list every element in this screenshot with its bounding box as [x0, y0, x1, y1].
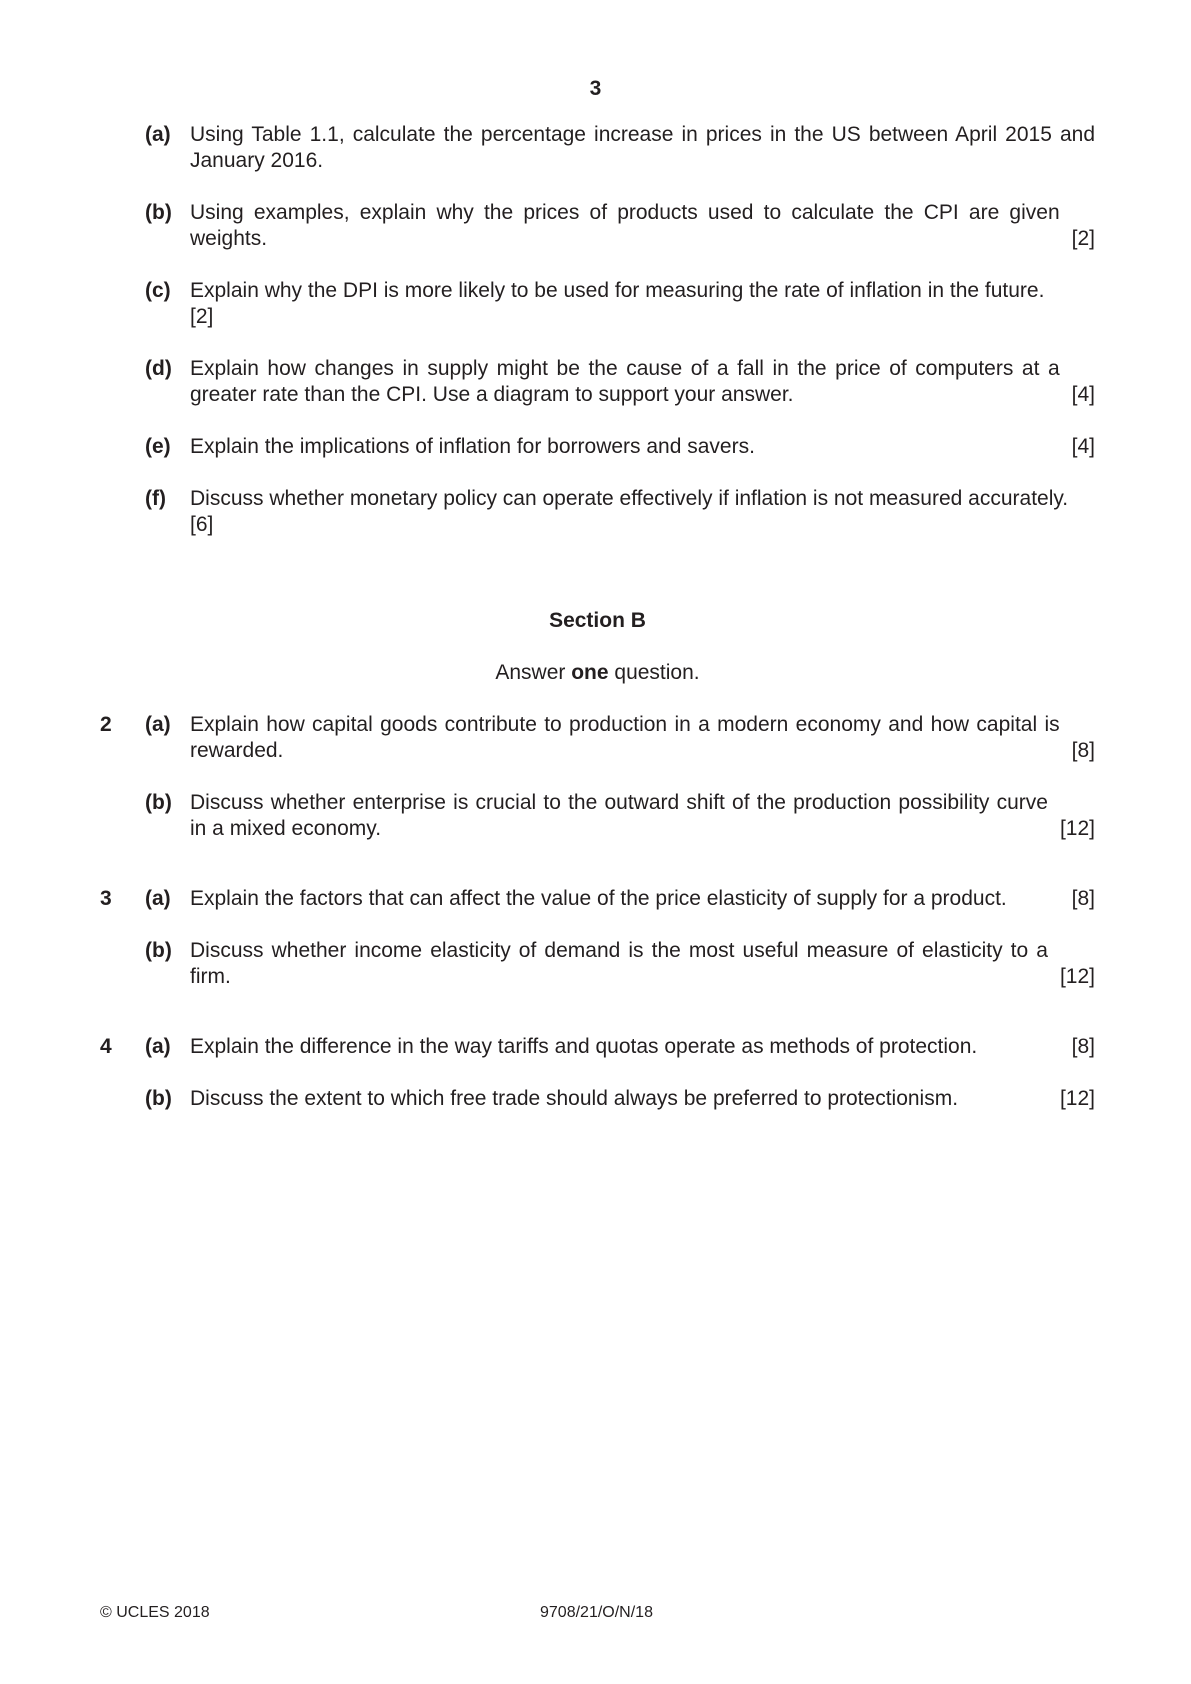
part-text: Explain why the DPI is more likely to be used for measuring the rate of inflation in the future. [2]: [190, 278, 1095, 330]
part-text: [8] Explain how capital goods contribute to production in a modern economy and how capital is rewarded.: [190, 713, 1095, 762]
part-label: (d): [145, 357, 172, 380]
mark: [2]: [1071, 227, 1095, 250]
part-text: [4] Explain the implications of inflation for borrowers and savers.: [190, 435, 1095, 458]
part-label: (b): [145, 201, 172, 224]
section-instruction: Answer one question.: [495, 661, 700, 684]
section-b-title: Section B: [549, 609, 646, 632]
mark: [2]: [190, 305, 214, 328]
question-2b: [100, 790, 1095, 842]
question-2a: [100, 712, 1095, 764]
page-number: 3: [589, 77, 602, 100]
mark: [6]: [190, 513, 214, 536]
question-4b: [100, 1086, 1095, 1112]
part-label: (a): [145, 123, 171, 146]
part-label: (b): [145, 1087, 172, 1110]
part-text: Using Table 1.1, calculate the percentage increase in prices in the US between April 2015 and January 2016.: [190, 123, 1095, 172]
mark: [8]: [1071, 739, 1095, 762]
part-label: (b): [145, 939, 172, 962]
part-label: (f): [145, 487, 166, 510]
mark: [12]: [1059, 1087, 1095, 1110]
part-label: (a): [145, 1035, 171, 1058]
mark: [4]: [1071, 435, 1095, 458]
question-1b: [100, 200, 1095, 252]
question-1c: [100, 278, 1095, 330]
question-1f: [100, 486, 1095, 538]
mark: [12]: [1059, 817, 1095, 840]
part-text: Discuss whether monetary policy can operate effectively if inflation is not measured accurately. [6]: [190, 486, 1095, 538]
question-number: 2: [100, 713, 112, 736]
question-1e: [100, 434, 1095, 460]
mark: [12]: [1059, 965, 1095, 988]
question-3a: [100, 886, 1095, 912]
part-label: (b): [145, 791, 172, 814]
part-text: [12] Discuss whether income elasticity of demand is the most useful measure of elasticity to a firm.: [190, 939, 1095, 988]
question-1a: [100, 122, 1095, 174]
part-label: (c): [145, 279, 171, 302]
part-text: [8] Explain the difference in the way tariffs and quotas operate as methods of protection.: [190, 1035, 1095, 1058]
question-number: 4: [100, 1035, 112, 1058]
footer-code: 9708/21/O/N/18: [540, 1604, 653, 1621]
part-label: (e): [145, 435, 171, 458]
part-text: [8] Explain the factors that can affect the value of the price elasticity of supply for a product.: [190, 887, 1095, 910]
part-text: [4] Explain how changes in supply might be the cause of a fall in the price of computers at a greater rate than the CPI. Use a diagram to support your answer.: [190, 357, 1095, 406]
exam-content: [100, 122, 1095, 1112]
mark: [8]: [1071, 1035, 1095, 1058]
question-4a: [100, 1034, 1095, 1060]
part-label: (a): [145, 887, 171, 910]
question-number: 3: [100, 887, 112, 910]
mark: [4]: [1071, 383, 1095, 406]
question-1d: [100, 356, 1095, 408]
part-text: [2] Using examples, explain why the prices of products used to calculate the CPI are given weights.: [190, 201, 1095, 250]
question-3b: [100, 938, 1095, 990]
part-text: [12] Discuss whether enterprise is crucial to the outward shift of the production possibility curve in a mixed economy.: [190, 791, 1095, 840]
part-text: [12] Discuss the extent to which free trade should always be preferred to protectionism.: [190, 1087, 1095, 1110]
mark: [8]: [1071, 887, 1095, 910]
part-label: (a): [145, 713, 171, 736]
footer-copyright: © UCLES 2018: [100, 1604, 210, 1621]
